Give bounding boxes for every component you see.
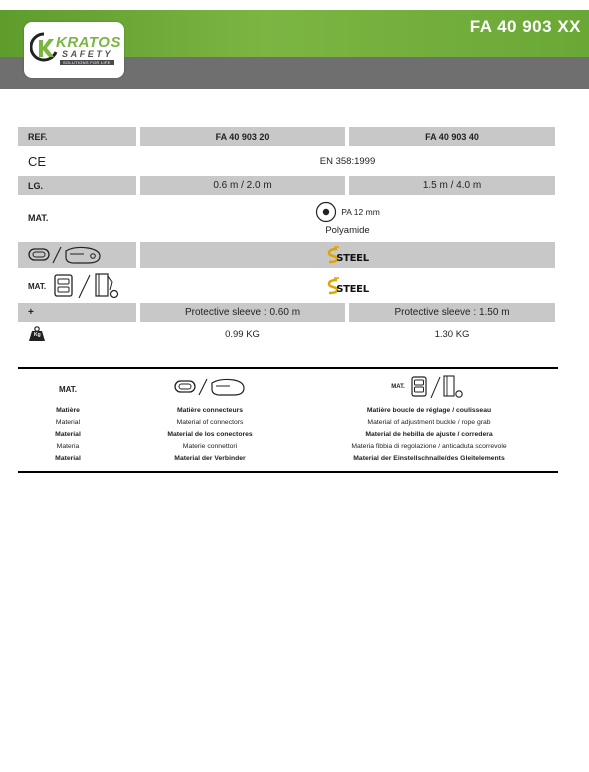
legend-bottom-rule: [18, 471, 558, 473]
legend-c2-line: Material of connectors: [176, 419, 244, 426]
length-col2: 1.5 m / 4.0 m: [349, 176, 555, 195]
weight-col2: 1.30 KG: [434, 328, 470, 340]
length-label: LG.: [18, 176, 136, 195]
steel-label: STEEL: [336, 284, 369, 295]
legend-c1-line: Material: [55, 419, 81, 426]
legend-top-rule: [18, 367, 558, 369]
material-values: [140, 198, 555, 238]
product-code: FA 40 903 XX: [469, 17, 581, 36]
length-col1: 0.6 m / 2.0 m: [140, 176, 345, 195]
buckle-row: [18, 272, 555, 300]
steel-icon: [326, 277, 369, 295]
steel-label: STEEL: [336, 253, 369, 264]
connector-icon: [172, 376, 248, 398]
material-row: [18, 198, 555, 238]
rope-section-icon: [315, 201, 337, 223]
legend-buckle-head: [300, 372, 558, 402]
ref-label: REF.: [18, 127, 136, 146]
logo-tagline: SOLUTIONS FOR LIFE: [60, 60, 114, 65]
kratos-logo: [24, 22, 124, 78]
buckle-icon: [411, 374, 467, 400]
legend-c3-line: Material of adjustment buckle / rope grab: [367, 419, 491, 426]
rope-material: Polyamide: [325, 224, 370, 236]
logo-sub: SAFETY: [62, 49, 114, 59]
connectors-steel: [140, 242, 555, 268]
legend-c2-line: Material de los conectores: [167, 431, 253, 438]
connector-icon: [18, 242, 136, 268]
extras-row: [18, 303, 555, 322]
connectors-row: [18, 242, 555, 268]
ce-standard: EN 358:1999: [319, 155, 376, 167]
buckle-label-cell: [18, 272, 136, 300]
ref-row: [18, 127, 555, 146]
ce-mark-icon: CE: [28, 153, 47, 169]
ref-col1: FA 40 903 20: [140, 127, 345, 146]
legend-c1-line: Material: [55, 431, 81, 438]
legend-c2-line: Materie connettori: [182, 443, 238, 450]
steel-icon: [326, 246, 369, 264]
ce-row: [18, 150, 555, 172]
legend-mat-label-small: MAT.: [391, 384, 405, 390]
material-label: MAT.: [28, 213, 49, 223]
extras-col1: Protective sleeve : 0.60 m: [140, 303, 345, 322]
weight-icon: [18, 324, 136, 344]
legend-c2-line: Material der Verbinder: [174, 455, 246, 462]
legend-c1-line: Matière: [56, 407, 80, 414]
buckle-icon: [54, 272, 124, 300]
legend-connector-icon: [130, 372, 290, 402]
ref-col2: FA 40 903 40: [349, 127, 555, 146]
logo-brand: KRATOS: [56, 34, 121, 51]
extras-col2: Protective sleeve : 1.50 m: [349, 303, 555, 322]
weight-row: [18, 324, 555, 344]
weight-col1: 0.99 KG: [225, 328, 260, 340]
plus-icon: +: [18, 303, 136, 322]
legend-c3-line: Matière boucle de réglage / coulisseau: [366, 407, 492, 414]
rope-diameter: PA 12 mm: [341, 206, 380, 217]
weight-icon-text: Kg: [34, 332, 41, 338]
buckle-steel: [140, 272, 555, 300]
length-row: [18, 176, 555, 195]
buckle-label: MAT.: [28, 281, 47, 291]
legend-c3-line: Material de hebilla de ajuste / corredera: [365, 431, 493, 438]
legend-c3-line: Materia fibbia di regolazione / anticaduta scorrevole: [351, 443, 507, 450]
legend-c2-line: Matière connecteurs: [176, 407, 244, 414]
legend-c3-line: Material der Einstellschnalle/des Gleitelements: [353, 455, 505, 462]
legend-c1-line: Material: [55, 455, 81, 462]
rope-spec: [315, 201, 380, 223]
legend-mat-label: MAT.: [58, 384, 78, 394]
legend-c1-line: Materia: [56, 443, 80, 450]
